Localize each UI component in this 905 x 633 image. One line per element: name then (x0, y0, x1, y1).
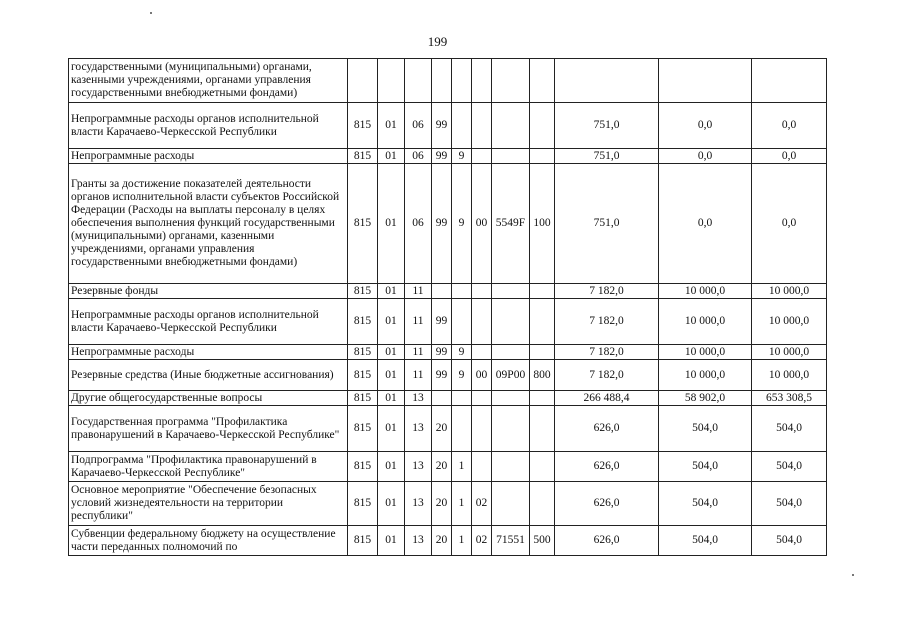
code-cell: 815 (348, 391, 378, 406)
amount-cell: 504,0 (752, 406, 827, 452)
code-cell: 9 (452, 164, 472, 284)
amount-cell: 10 000,0 (752, 299, 827, 345)
amount-cell: 504,0 (659, 452, 752, 482)
amount-cell: 10 000,0 (752, 360, 827, 391)
row-name-cell: Государственная программа "Профилактика правонарушений в Карачаево-Черкесской Республике" (69, 406, 348, 452)
code-cell: 01 (378, 345, 405, 360)
code-cell: 01 (378, 406, 405, 452)
amount-cell: 0,0 (752, 164, 827, 284)
table-row (69, 164, 827, 284)
code-cell (472, 299, 492, 345)
code-cell (492, 406, 530, 452)
row-name-cell: Непрограммные расходы (69, 345, 348, 360)
amount-cell (659, 59, 752, 103)
code-cell (530, 284, 555, 299)
code-cell (432, 284, 452, 299)
code-cell: 815 (348, 103, 378, 149)
code-cell (492, 452, 530, 482)
amount-cell: 504,0 (752, 482, 827, 526)
code-cell (472, 59, 492, 103)
amount-cell: 10 000,0 (659, 284, 752, 299)
code-cell: 815 (348, 149, 378, 164)
code-cell: 11 (405, 284, 432, 299)
code-cell (432, 59, 452, 103)
code-cell: 20 (432, 482, 452, 526)
code-cell (472, 406, 492, 452)
code-cell (492, 482, 530, 526)
amount-cell: 504,0 (752, 452, 827, 482)
code-cell (492, 59, 530, 103)
code-cell (452, 299, 472, 345)
amount-cell: 10 000,0 (752, 284, 827, 299)
table-row (69, 59, 827, 103)
table-row (69, 526, 827, 556)
code-cell: 06 (405, 103, 432, 149)
amount-cell: 504,0 (659, 406, 752, 452)
code-cell: 01 (378, 482, 405, 526)
code-cell: 500 (530, 526, 555, 556)
code-cell: 815 (348, 284, 378, 299)
code-cell (405, 59, 432, 103)
code-cell (472, 452, 492, 482)
code-cell (452, 59, 472, 103)
scan-speck (852, 574, 854, 576)
code-cell: 01 (378, 526, 405, 556)
code-cell: 00 (472, 164, 492, 284)
amount-cell (752, 59, 827, 103)
code-cell: 100 (530, 164, 555, 284)
table-body (69, 59, 827, 556)
code-cell: 815 (348, 452, 378, 482)
table-row (69, 360, 827, 391)
amount-cell: 7 182,0 (555, 299, 659, 345)
amount-cell: 10 000,0 (659, 299, 752, 345)
row-name-cell: Субвенции федеральному бюджету на осуществление части переданных полномочий по (69, 526, 348, 556)
scan-speck (150, 12, 152, 14)
code-cell: 09P00 (492, 360, 530, 391)
row-name-cell: Гранты за достижение показателей деятельности органов исполнительной власти субъектов Российской Федерации (Расходы на выплаты персоналу в целях обеспечения выполнения функций государственными (муниципальными) органами, казенными учреждениями, органами управления государственными внебюджетными фондами) (69, 164, 348, 284)
row-name-cell: Непрограммные расходы (69, 149, 348, 164)
code-cell (378, 59, 405, 103)
code-cell: 01 (378, 149, 405, 164)
code-cell (530, 103, 555, 149)
code-cell: 5549F (492, 164, 530, 284)
code-cell: 99 (432, 345, 452, 360)
row-name-cell: Резервные фонды (69, 284, 348, 299)
code-cell: 11 (405, 299, 432, 345)
code-cell (452, 103, 472, 149)
code-cell: 815 (348, 482, 378, 526)
table-row (69, 406, 827, 452)
code-cell: 13 (405, 391, 432, 406)
table-row (69, 452, 827, 482)
amount-cell: 504,0 (659, 526, 752, 556)
code-cell (492, 149, 530, 164)
amount-cell: 626,0 (555, 452, 659, 482)
amount-cell: 653 308,5 (752, 391, 827, 406)
amount-cell: 266 488,4 (555, 391, 659, 406)
code-cell: 06 (405, 164, 432, 284)
code-cell (530, 482, 555, 526)
code-cell: 01 (378, 103, 405, 149)
code-cell (472, 345, 492, 360)
amount-cell: 0,0 (659, 164, 752, 284)
budget-table (68, 58, 827, 556)
code-cell (348, 59, 378, 103)
code-cell: 20 (432, 526, 452, 556)
amount-cell: 626,0 (555, 526, 659, 556)
code-cell: 71551 (492, 526, 530, 556)
code-cell (530, 299, 555, 345)
amount-cell: 751,0 (555, 149, 659, 164)
code-cell: 01 (378, 299, 405, 345)
amount-cell: 504,0 (752, 526, 827, 556)
amount-cell (555, 59, 659, 103)
row-name-cell: Другие общегосударственные вопросы (69, 391, 348, 406)
code-cell (432, 391, 452, 406)
row-name-cell: Резервные средства (Иные бюджетные ассигнования) (69, 360, 348, 391)
amount-cell: 0,0 (752, 103, 827, 149)
code-cell: 01 (378, 452, 405, 482)
code-cell (492, 103, 530, 149)
code-cell (452, 391, 472, 406)
code-cell: 9 (452, 345, 472, 360)
code-cell: 1 (452, 482, 472, 526)
code-cell: 13 (405, 406, 432, 452)
amount-cell: 7 182,0 (555, 360, 659, 391)
amount-cell: 10 000,0 (659, 360, 752, 391)
code-cell: 20 (432, 406, 452, 452)
code-cell: 01 (378, 164, 405, 284)
code-cell (492, 284, 530, 299)
code-cell: 13 (405, 452, 432, 482)
table-row (69, 345, 827, 360)
code-cell: 99 (432, 149, 452, 164)
amount-cell: 7 182,0 (555, 345, 659, 360)
code-cell: 01 (378, 360, 405, 391)
amount-cell: 626,0 (555, 482, 659, 526)
code-cell (492, 345, 530, 360)
code-cell (452, 406, 472, 452)
table-row (69, 482, 827, 526)
code-cell: 800 (530, 360, 555, 391)
code-cell (530, 345, 555, 360)
amount-cell: 504,0 (659, 482, 752, 526)
amount-cell: 10 000,0 (752, 345, 827, 360)
amount-cell: 0,0 (752, 149, 827, 164)
row-name-cell: Основное мероприятие "Обеспечение безопасных условий жизнедеятельности на территории республики" (69, 482, 348, 526)
code-cell: 1 (452, 452, 472, 482)
code-cell (472, 149, 492, 164)
code-cell: 815 (348, 526, 378, 556)
code-cell (492, 299, 530, 345)
code-cell (530, 59, 555, 103)
amount-cell: 58 902,0 (659, 391, 752, 406)
row-name-cell: Непрограммные расходы органов исполнительной власти Карачаево-Черкесской Республики (69, 103, 348, 149)
code-cell (530, 149, 555, 164)
amount-cell: 626,0 (555, 406, 659, 452)
code-cell: 11 (405, 360, 432, 391)
amount-cell: 0,0 (659, 149, 752, 164)
code-cell: 815 (348, 164, 378, 284)
code-cell (472, 284, 492, 299)
code-cell: 06 (405, 149, 432, 164)
code-cell: 815 (348, 299, 378, 345)
code-cell: 11 (405, 345, 432, 360)
amount-cell: 10 000,0 (659, 345, 752, 360)
code-cell: 815 (348, 360, 378, 391)
code-cell: 99 (432, 360, 452, 391)
code-cell: 99 (432, 103, 452, 149)
code-cell: 02 (472, 482, 492, 526)
code-cell: 13 (405, 482, 432, 526)
table-row (69, 284, 827, 299)
table-row (69, 391, 827, 406)
code-cell (452, 284, 472, 299)
code-cell (472, 103, 492, 149)
amount-cell: 7 182,0 (555, 284, 659, 299)
code-cell: 01 (378, 391, 405, 406)
code-cell: 9 (452, 360, 472, 391)
code-cell: 1 (452, 526, 472, 556)
code-cell: 20 (432, 452, 452, 482)
row-name-cell: Непрограммные расходы органов исполнительной власти Карачаево-Черкесской Республики (69, 299, 348, 345)
code-cell (530, 452, 555, 482)
amount-cell: 751,0 (555, 103, 659, 149)
code-cell (472, 391, 492, 406)
code-cell: 13 (405, 526, 432, 556)
row-name-cell: Подпрограмма "Профилактика правонарушений в Карачаево-Черкесской Республике" (69, 452, 348, 482)
code-cell (530, 406, 555, 452)
amount-cell: 0,0 (659, 103, 752, 149)
table-row (69, 299, 827, 345)
code-cell: 815 (348, 406, 378, 452)
code-cell: 9 (452, 149, 472, 164)
table-row (69, 149, 827, 164)
code-cell: 00 (472, 360, 492, 391)
table-row (69, 103, 827, 149)
code-cell: 01 (378, 284, 405, 299)
code-cell: 99 (432, 164, 452, 284)
code-cell: 02 (472, 526, 492, 556)
code-cell: 99 (432, 299, 452, 345)
code-cell: 815 (348, 345, 378, 360)
code-cell (492, 391, 530, 406)
page-number: 199 (427, 34, 448, 49)
code-cell (530, 391, 555, 406)
row-name-cell: государственными (муниципальными) органами, казенными учреждениями, органами управления государственными внебюджетными фондами) (69, 59, 348, 103)
amount-cell: 751,0 (555, 164, 659, 284)
